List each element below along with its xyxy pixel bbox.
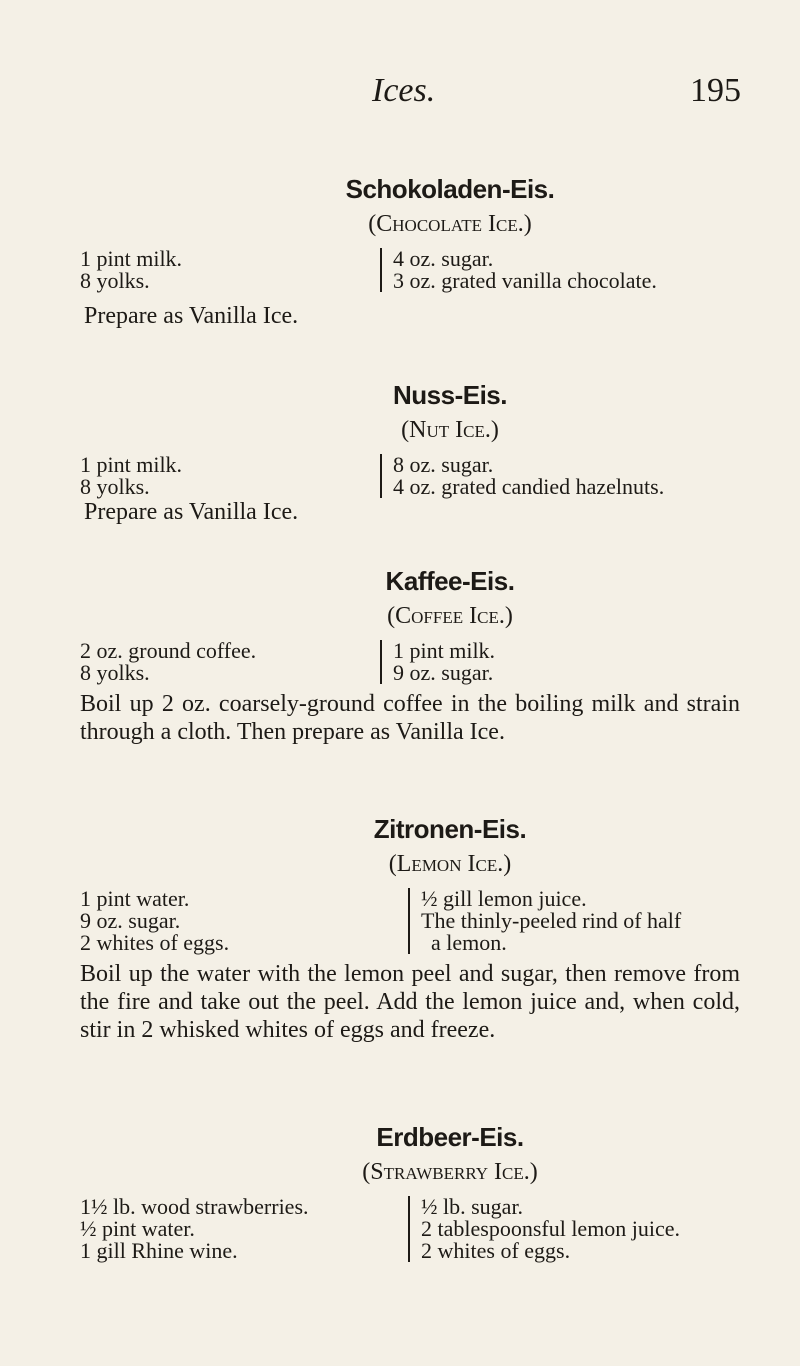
ingredients-left	[80, 1196, 408, 1262]
ingredient: 1½ lb. wood strawberries.	[80, 1194, 309, 1219]
ingredient: 3 oz. grated vanilla chocolate.	[393, 268, 657, 293]
ingredient: 2 whites of eggs.	[80, 930, 230, 955]
running-title: Ices.	[372, 72, 436, 109]
ingredients	[80, 640, 740, 684]
recipe-method: Boil up 2 oz. coarsely-ground coffee in the boiling milk and strain through a cloth. Then prepare as Vanilla Ice.	[80, 691, 740, 745]
ingredient: 8 oz. sugar.	[393, 452, 494, 477]
recipe-title: Erdbeer-Eis.	[376, 1122, 524, 1152]
recipe-title: Nuss-Eis.	[393, 380, 507, 410]
ingredients	[80, 248, 740, 292]
recipe-coffee-ice	[80, 564, 740, 746]
recipe-lemon-ice	[80, 812, 740, 1044]
ingredient: 8 yolks.	[80, 268, 150, 293]
recipe-strawberry-ice	[80, 1120, 740, 1262]
recipe-title: Zitronen-Eis.	[373, 814, 527, 844]
ingredients	[80, 1196, 740, 1262]
recipe-subtitle: (Nut Ice.)	[401, 417, 499, 443]
ingredient: 9 oz. sugar.	[393, 660, 494, 685]
ingredients-right	[408, 1196, 680, 1262]
recipe-method: Prepare as Vanilla Ice.	[84, 499, 299, 525]
ingredient: 4 oz. sugar.	[393, 246, 494, 271]
ingredient: ½ pint water.	[80, 1216, 195, 1241]
ingredients-right	[380, 640, 495, 684]
recipe-title: Schokoladen-Eis.	[345, 174, 555, 204]
ingredient: a lemon.	[431, 930, 507, 955]
recipe-title: Kaffee-Eis.	[385, 566, 515, 596]
ingredient: 1 pint milk.	[80, 246, 183, 271]
ingredients	[80, 454, 740, 498]
ingredient: 1 pint milk.	[393, 638, 496, 663]
ingredients-right	[380, 248, 657, 292]
recipe-subtitle: (Coffee Ice.)	[387, 603, 513, 629]
ingredients-left	[80, 640, 380, 684]
ingredient: 8 yolks.	[80, 660, 150, 685]
recipe-nut-ice	[80, 378, 740, 526]
ingredient: 2 tablespoonsful lemon juice.	[421, 1216, 681, 1241]
ingredient: 9 oz. sugar.	[80, 908, 181, 933]
ingredient: 2 whites of eggs.	[421, 1238, 571, 1263]
ingredient: The thinly-peeled rind of half	[421, 908, 682, 933]
ingredients-left	[80, 888, 408, 954]
ingredients	[80, 888, 740, 954]
ingredient: 4 oz. grated candied hazelnuts.	[393, 474, 665, 499]
ingredient: 1 pint milk.	[80, 452, 183, 477]
ingredient: ½ lb. sugar.	[421, 1194, 524, 1219]
ingredient: 2 oz. ground coffee.	[80, 638, 257, 663]
ingredient: 8 yolks.	[80, 474, 150, 499]
recipe-method: Prepare as Vanilla Ice.	[84, 303, 299, 329]
recipe-subtitle: (Chocolate Ice.)	[368, 211, 532, 237]
ingredients-right	[408, 888, 681, 954]
ingredients-left	[80, 454, 380, 498]
recipe-subtitle: (Lemon Ice.)	[388, 851, 512, 877]
ingredients-left	[80, 248, 380, 292]
ingredient: 1 pint water.	[80, 886, 190, 911]
recipe-chocolate-ice	[80, 172, 740, 330]
ingredient: ½ gill lemon juice.	[421, 886, 587, 911]
page-header	[0, 72, 800, 122]
ingredient: 1 gill Rhine wine.	[80, 1238, 238, 1263]
ingredients-right	[380, 454, 664, 498]
recipe-method: Boil up the water with the lemon peel and sugar, then remove from the fire and take out the peel. Add the lemon juice and, when cold, stir in 2 whisked whites of eggs and freeze.	[80, 961, 740, 1043]
recipe-subtitle: (Strawberry Ice.)	[362, 1159, 538, 1185]
page-number: 195	[690, 72, 741, 109]
